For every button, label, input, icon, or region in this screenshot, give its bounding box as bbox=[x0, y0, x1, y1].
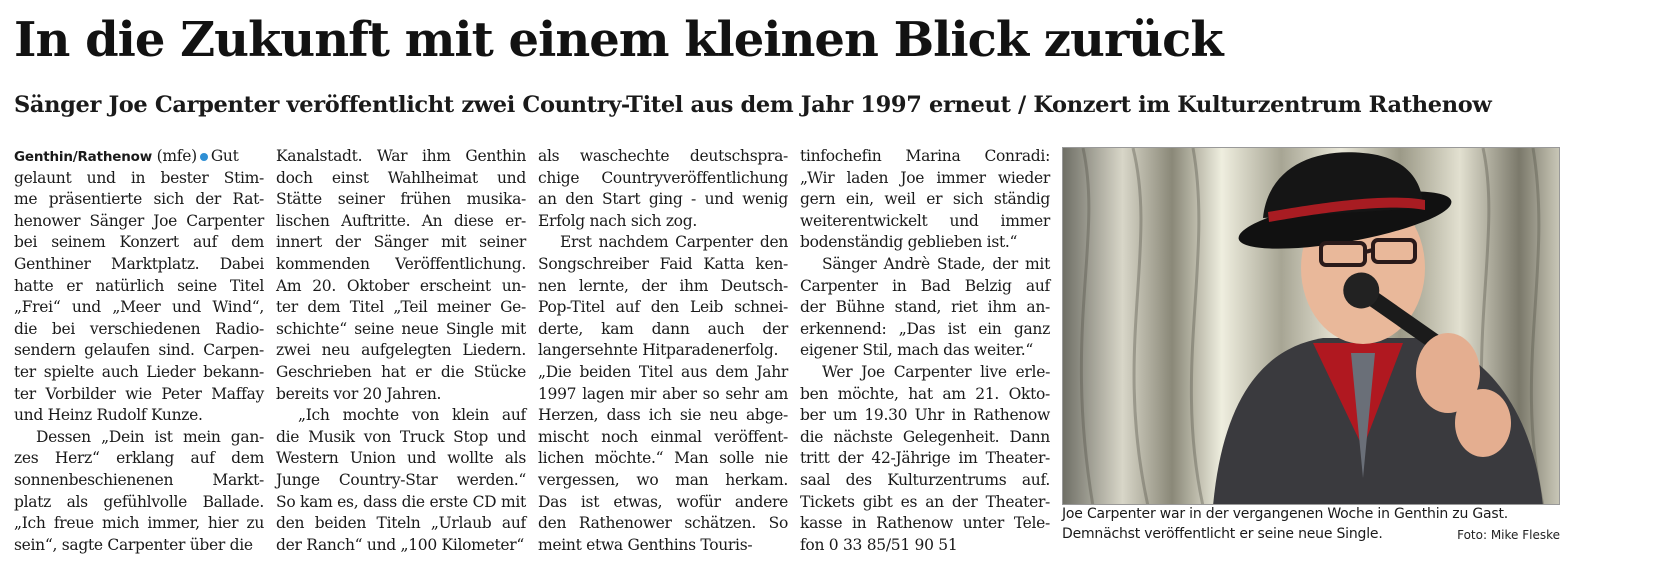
article-text-line: kommenden Veröffentlichung. bbox=[276, 254, 526, 273]
article-text-line: die bei verschiedenen Radio- bbox=[14, 319, 264, 338]
article-text-line: ter Vorbilder wie Peter Maffay bbox=[14, 384, 264, 403]
article-text-line: platz als gefühlvolle Ballade. bbox=[14, 492, 264, 511]
article-text-line: Carpenter in Bad Belzig auf bbox=[800, 276, 1050, 295]
article-text-line: Pop-Titel auf den Leib schnei- bbox=[538, 298, 788, 317]
article-column-2 bbox=[276, 146, 526, 556]
article-text-line: tritt der 42-Jährige im Theater- bbox=[800, 449, 1050, 468]
article-text-line: die Musik von Truck Stop und bbox=[276, 427, 526, 446]
article-text-line: zwei neu aufgelegten Liedern. bbox=[276, 341, 526, 360]
article-text-line: ter spielte auch Lieder bekann- bbox=[14, 362, 264, 381]
article-text-line: Erst nachdem Carpenter den bbox=[560, 233, 788, 252]
article-text-line: Kanalstadt. War ihm Genthin bbox=[276, 147, 526, 165]
article-text-line: erkennend: „Das ist ein ganz bbox=[800, 319, 1050, 338]
article-headline: In die Zukunft mit einem kleinen Blick zurück bbox=[14, 12, 1223, 68]
article-text-line: Das ist etwas, wofür andere bbox=[538, 492, 788, 511]
article-text-line: Gut bbox=[210, 147, 239, 165]
article-text-line: nen lernte, der ihm Deutsch- bbox=[538, 276, 788, 295]
article-text-line: Junge Country-Star werden.“ bbox=[276, 470, 526, 489]
article-text-line: schichte“ seine neue Single mit bbox=[276, 319, 526, 338]
article-text-line: Stätte seiner frühen musika- bbox=[276, 190, 526, 209]
dateline-author: (mfe) bbox=[156, 147, 197, 165]
article-text-line: bei seinem Konzert auf dem bbox=[14, 233, 264, 252]
article-text-line: vergessen, wo man herkam. bbox=[538, 470, 788, 489]
article-text-line: sein“, sagte Carpenter über die bbox=[14, 535, 253, 554]
article-text-line: der Ranch“ und „100 Kilometer“ bbox=[276, 535, 524, 554]
article-text-line: „Die beiden Titel aus dem Jahr bbox=[538, 362, 788, 381]
dateline-place: Genthin/Rathenow bbox=[14, 149, 152, 165]
article-text-line: den beiden Titeln „Urlaub auf bbox=[276, 514, 526, 533]
article-text-line bbox=[14, 146, 264, 168]
article-text-line: 1997 lagen mir aber so sehr am bbox=[538, 384, 788, 403]
article-text-line: als waschechte deutschspra- bbox=[538, 147, 788, 165]
article-text-line: den Rathenower schätzen. So bbox=[538, 514, 788, 533]
article-text-line: ber um 19.30 Uhr in Rathenow bbox=[800, 406, 1050, 425]
article-text-line: lischen Auftritte. An diese er- bbox=[276, 211, 526, 230]
article-text-line: gern ein, weil er sich ständig bbox=[800, 190, 1050, 209]
article-text-line: langersehnte Hitparadenerfolg. bbox=[538, 341, 779, 360]
article-text-line: bereits vor 20 Jahren. bbox=[276, 384, 442, 403]
article-text-line: meint etwa Genthins Touris- bbox=[538, 535, 753, 554]
article-text-line: derte, kam dann auch der bbox=[538, 319, 788, 338]
article-text-line: kasse in Rathenow unter Tele- bbox=[800, 514, 1050, 533]
article-text-line: sonnenbeschienenen Markt- bbox=[14, 470, 264, 489]
article-text-line: „Ich mochte von klein auf bbox=[298, 406, 526, 425]
article-text-line: chige Countryveröffentlichung bbox=[538, 168, 788, 187]
article-text-line: sendern gelaufen sind. Carpen- bbox=[14, 341, 264, 360]
article-text-line: Geschrieben hat er die Stücke bbox=[276, 362, 526, 381]
article-text-line: Tickets gibt es an der Theater- bbox=[800, 492, 1050, 511]
article-text-line: Genthiner Marktplatz. Dabei bbox=[14, 254, 264, 273]
article-text-line: eigener Stil, mach das weiter.“ bbox=[800, 341, 1033, 360]
article-text-line: bodenständig geblieben ist.“ bbox=[800, 233, 1018, 252]
article-column-3 bbox=[538, 146, 788, 556]
article-text-line: gelaunt und in bester Stim- bbox=[14, 168, 264, 187]
article-column-1 bbox=[14, 146, 264, 556]
article-text-line: fon 0 33 85/51 90 51 bbox=[800, 535, 958, 554]
photo-credit: Foto: Mike Fleske bbox=[1457, 528, 1560, 542]
article-text-line: ter dem Titel „Teil meiner Ge- bbox=[276, 298, 526, 317]
article-text-line: Dessen „Dein ist mein gan- bbox=[36, 427, 264, 446]
article-text-line: ben möchte, hat am 21. Okto- bbox=[800, 384, 1050, 403]
singer-photo-illustration bbox=[1063, 148, 1560, 505]
article-text-line: „Wir laden Joe immer wieder bbox=[800, 168, 1050, 187]
article-text-line: Wer Joe Carpenter live erle- bbox=[822, 362, 1050, 381]
article-text-line: der Bühne stand, riet ihm an- bbox=[800, 298, 1050, 317]
article-column-4 bbox=[800, 146, 1050, 556]
article-text-line: henower Sänger Joe Carpenter bbox=[14, 211, 264, 230]
article-text-line: mischt noch einmal veröffent- bbox=[538, 427, 788, 446]
article-text-line: Songschreiber Faid Katta ken- bbox=[538, 254, 788, 273]
article-text-line: zes Herz“ erklang auf dem bbox=[14, 449, 264, 468]
article-subheadline: Sänger Joe Carpenter veröffentlicht zwei Country-Titel aus dem Jahr 1997 erneut / Konzert im Kulturzentrum Rathenow bbox=[14, 92, 1492, 118]
article-text-line: Herzen, dass ich sie neu abge- bbox=[538, 406, 788, 425]
article-text-line: tinfochefin Marina Conradi: bbox=[800, 147, 1050, 165]
article-photo bbox=[1062, 147, 1560, 505]
photo-caption-line-1: Joe Carpenter war in der vergangenen Woche in Genthin zu Gast. bbox=[1062, 506, 1509, 522]
article-text-line: innert der Sänger mit seiner bbox=[276, 233, 526, 252]
article-text-line: hatte er natürlich seine Titel bbox=[14, 276, 264, 295]
article-text-line: Erfolg nach sich zog. bbox=[538, 211, 697, 230]
article-text-line: Am 20. Oktober erscheint un- bbox=[276, 276, 526, 295]
article-text-line: „Frei“ und „Meer und Wind“, bbox=[14, 298, 264, 317]
article-text-line: die nächste Gelegenheit. Dann bbox=[800, 427, 1050, 446]
article-text-line: Western Union und wollte als bbox=[276, 449, 526, 468]
article-text-line: lichen möchte.“ Man solle nie bbox=[538, 449, 788, 468]
article-text-line: saal des Kulturzentrums auf. bbox=[800, 470, 1050, 489]
article-text-line: „Ich freue mich immer, hier zu bbox=[14, 514, 264, 533]
dateline-bullet-icon bbox=[200, 153, 208, 161]
article-text-line: Sänger Andrè Stade, der mit bbox=[822, 254, 1050, 273]
photo-caption-line-2: Demnächst veröffentlicht er seine neue Single. bbox=[1062, 526, 1383, 542]
article-text-line: doch einst Wahlheimat und bbox=[276, 168, 526, 187]
article-text-line: me präsentierte sich der Rat- bbox=[14, 190, 264, 209]
article-text-line: an den Start ging - und wenig bbox=[538, 190, 788, 209]
article-text-line: weiterentwickelt und immer bbox=[800, 211, 1050, 230]
article-text-line: und Heinz Rudolf Kunze. bbox=[14, 406, 203, 425]
article-text-line: So kam es, dass die erste CD mit bbox=[276, 492, 526, 511]
